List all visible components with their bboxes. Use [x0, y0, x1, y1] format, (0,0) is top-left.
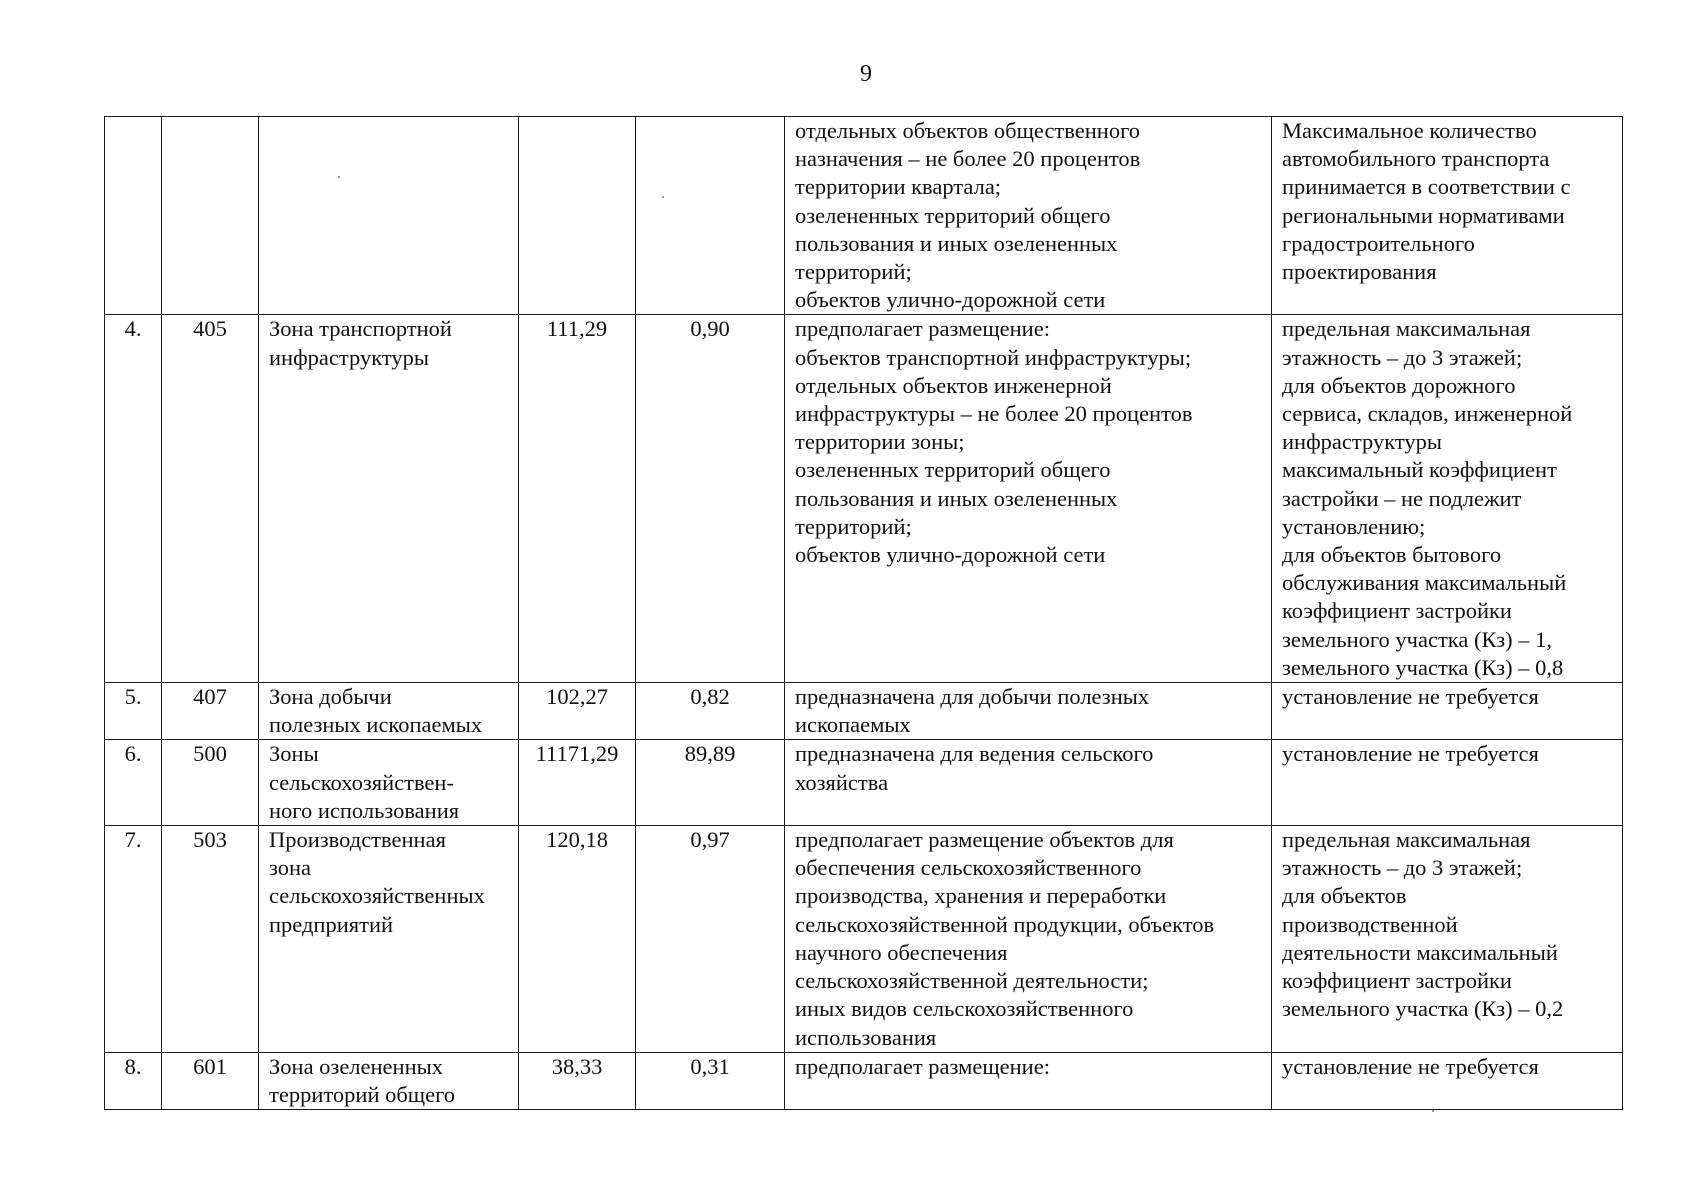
zone-purpose-cell: предполагает размещение: объектов транспортной инфраструктуры; отдельных объектов инженерной инфраструктуры – не более 20 процентов территории зоны; озелененных территорий общего пользования и иных озелененных территорий; объектов улично-дорожной сети — [785, 315, 1272, 683]
row-number-cell: 4. — [105, 315, 162, 683]
zone-area-cell: 111,29 — [519, 315, 636, 683]
zone-parameters-cell: предельная максимальная этажность – до 3 этажей; для объектов производственной деятельности максимальный коэффициент застройки земельного участка (Кз) – 0,2 — [1272, 826, 1623, 1053]
zone-area-cell: 11171,29 — [519, 740, 636, 826]
zone-purpose-cell: предназначена для добычи полезных ископаемых — [785, 683, 1272, 740]
scan-speck — [338, 176, 340, 178]
row-number-cell: 5. — [105, 683, 162, 740]
zone-name-cell: Зона транспортной инфраструктуры — [259, 315, 519, 683]
zone-percent-cell: 0,97 — [636, 826, 785, 1053]
zone-purpose-cell: предполагает размещение: — [785, 1052, 1272, 1109]
zone-purpose-cell: предполагает размещение объектов для обеспечения сельскохозяйственного производства, хранения и переработки сельскохозяйственной продукции, объектов научного обеспечения сельскохозяйственной деятельности; иных видов сельскохозяйственного использования — [785, 826, 1272, 1053]
zone-area-cell: 102,27 — [519, 683, 636, 740]
zone-code-cell: 500 — [162, 740, 259, 826]
table-row — [105, 315, 1623, 683]
row-number-cell — [105, 117, 162, 315]
zone-percent-cell: 0,31 — [636, 1052, 785, 1109]
zone-parameters-cell: установление не требуется — [1272, 740, 1623, 826]
zone-code-cell: 601 — [162, 1052, 259, 1109]
zone-parameters-cell: предельная максимальная этажность – до 3 этажей; для объектов дорожного сервиса, складов, инженерной инфраструктуры максимальный коэффициент застройки – не подлежит установлению; для объектов бытового обслуживания максимальный коэффициент застройки земельного участка (Кз) – 1, земельного участка (Кз) – 0,8 — [1272, 315, 1623, 683]
zone-code-cell: 503 — [162, 826, 259, 1053]
zone-name-cell: Зона добычи полезных ископаемых — [259, 683, 519, 740]
zone-name-cell: Зона озелененных территорий общего — [259, 1052, 519, 1109]
scan-speck — [1432, 1110, 1434, 1112]
zone-purpose-cell: отдельных объектов общественного назначения – не более 20 процентов территории квартала; озелененных территорий общего пользования и иных озелененных территорий; объектов улично-дорожной сети — [785, 117, 1272, 315]
zone-code-cell: 407 — [162, 683, 259, 740]
zone-parameters-cell: установление не требуется — [1272, 1052, 1623, 1109]
zone-parameters-cell: установление не требуется — [1272, 683, 1623, 740]
zone-name-cell: Зоны сельскохозяйствен- ного использования — [259, 740, 519, 826]
zone-area-cell — [519, 117, 636, 315]
zone-code-cell: 405 — [162, 315, 259, 683]
zone-area-cell: 120,18 — [519, 826, 636, 1053]
table-row — [105, 683, 1623, 740]
zone-name-cell: Производственная зона сельскохозяйственных предприятий — [259, 826, 519, 1053]
zone-percent-cell: 89,89 — [636, 740, 785, 826]
zone-parameters-cell: Максимальное количество автомобильного транспорта принимается в соответствии с региональными нормативами градостроительного проектирования — [1272, 117, 1623, 315]
zone-area-cell: 38,33 — [519, 1052, 636, 1109]
row-number-cell: 7. — [105, 826, 162, 1053]
zone-percent-cell: 0,90 — [636, 315, 785, 683]
zone-purpose-cell: предназначена для ведения сельского хозяйства — [785, 740, 1272, 826]
zones-table — [104, 116, 1623, 1110]
zone-code-cell — [162, 117, 259, 315]
table-row — [105, 740, 1623, 826]
page-number: 9 — [860, 61, 872, 87]
zone-percent-cell: 0,82 — [636, 683, 785, 740]
table-row — [105, 1052, 1623, 1109]
zone-percent-cell — [636, 117, 785, 315]
scan-speck — [662, 196, 664, 198]
table-row — [105, 117, 1623, 315]
row-number-cell: 6. — [105, 740, 162, 826]
table-row — [105, 826, 1623, 1053]
zone-name-cell — [259, 117, 519, 315]
row-number-cell: 8. — [105, 1052, 162, 1109]
